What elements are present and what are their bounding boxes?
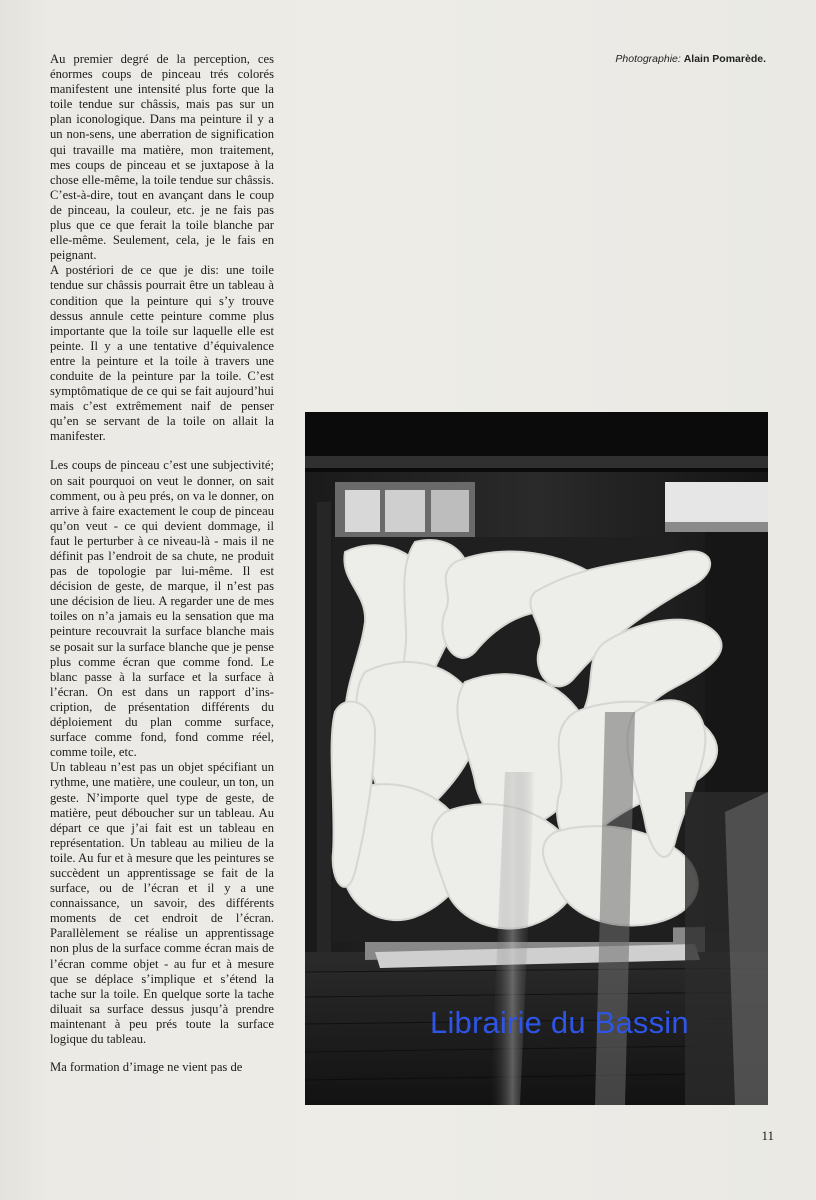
page-number: 11	[761, 1128, 774, 1143]
paragraph-1: Au premier degré de la perception, ces énormes coups de pinceau trés colorés manifestent une intensité plus forte que la toile tendue sur châssis, mais pas sur un plan iconologique. Dans ma peinture il y a un non-sens, une aberration de signification qui travaille ma matière, mon traitement, mes coups de pinceau et se juxtapose à la chose elle-même, la toile tendue sur châssis. C’est-à-dire, tout en avançant dans le coup de pinceau, la couleur, etc. je ne fais pas plus que ce que ferait la toile blanche par elle-même. Seulement, cela, je le fais en peignant.	[50, 52, 274, 263]
paragraph-4: Un tableau n’est pas un objet spécifiant un rythme, une matière, une couleur, un ton, un geste. N’importe quel type de geste, de matière, peut déboucher sur un tableau. Au départ ce que j’ai fait est un tableau en représentation. Un tableau au milieu de la toile. Au fur et à mesure que les peintures se succèdent un apprentissage se fait de la surface, ou de l’écran et il y a une connaissance, un savoir, des différents moments de cet endroit de l’écran. Parallèlement se réalise un apprentissage non plus de la surface comme écran mais de l’écran comme objet - au fur et à mesure que se déplace s’implique et s’étend la tache sur la toile. En quelque sorte la tache diluait sa surface dessus jusqu’à prendre maintenant à peu prés toute la surface logique du tableau.	[50, 760, 274, 1046]
photo-credit	[615, 53, 766, 65]
paragraph-3: Les coups de pinceau c’est une subjectivité; on sait pourquoi on veut le donner, on sait comment, ou à peu prés, on va le donner, on arrive à faire exactement le coup de pinceau qu’on veut - ce qui devient dommage, il faut le perturber à ce niveau-là - mais il ne définit pas l’endroit de sa chute, ne produit pas de topologie par lui-même. Il est décision de geste, de marque, il n’est pas une décision de lieu. A regarder une de mes toiles on n’a jamais eu la sensation que ma peinture recouvrait la surface blanche mais se posait sur la surface blanche que je pense plus comme écran que comme fond. Le blanc passe à la surface et la surface à l’écran. On est dans un rapport d’inscription, de présentation différents du déploiement du plan comme surface, surface comme fond, fond comme réel, comme toile, etc.	[50, 458, 274, 760]
photo-credit-label: Photographie:	[615, 53, 681, 65]
paragraph-2: A postériori de ce que je dis: une toile tendue sur châssis pourrait être un tableau à condition que la peinture qui s’y trouve dessus annule cette peinture comme plus importante que la toile sur laquelle elle est peinte. Il y a une tentative d’équivalence entre la peinture et la toile à travers une conduite de la peinture par la toile. C’est symptômatique de ce qui se fait aujourd’hui mais c’est extrêmement naif de penser qu’en se servant de la toile on allait la manifester.	[50, 263, 274, 444]
photographer-name: Alain Pomarède.	[683, 53, 766, 65]
paragraph-5: Ma formation d’image ne vient pas de	[50, 1060, 243, 1075]
watermark: Librairie du Bassin	[430, 1005, 689, 1040]
article-text-column	[50, 52, 274, 1075]
studio-photograph	[305, 412, 768, 1105]
photograph-illustration	[305, 412, 768, 1105]
